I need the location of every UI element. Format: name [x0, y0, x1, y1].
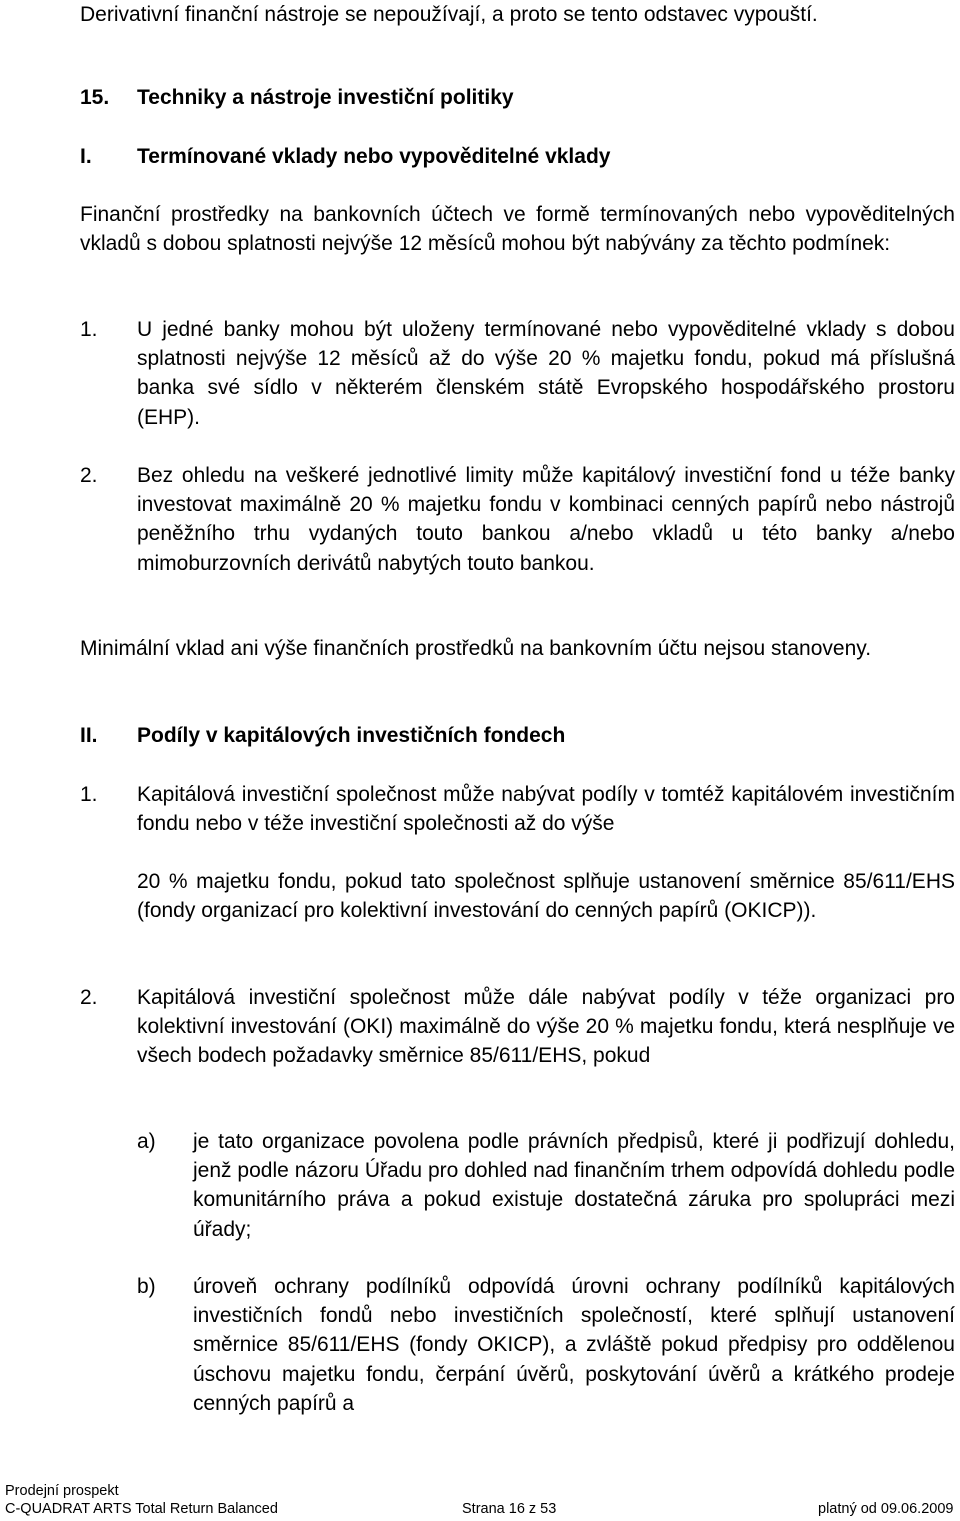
subitem-a-text: je tato organizace povolena podle právních předpisů, které ji podřizují dohledu, jenž podle názoru Úřadu pro dohled nad finančním trhem odpovídá dohledu podle komunitárního práva a pokud existuje dostatečná záruka pro spolupráci mezi úřady;	[193, 1130, 955, 1241]
part1-title: Termínované vklady nebo vypověditelné vklady	[137, 145, 611, 168]
footer-validity: platný od 09.06.2009	[818, 1501, 954, 1517]
part2-item-2-number: 2.	[80, 986, 98, 1009]
footer-divider	[0, 1480, 960, 1481]
part2-item-1-line1: Kapitálová investiční společnost může nabývat podíly v tomtéž kapitálovém investičním fondu nebo v téže investiční společnosti až do výše	[137, 783, 955, 836]
subitem-b-text: úroveň ochrany podílníků odpovídá úrovni ochrany podílníků kapitálových investičních fondů nebo investičních společností, které splňují ustanovení směrnice 85/611/EHS (fondy OKICP), a zvláště pokud předpisy pro oddělenou úschovu majetku fondu, čerpání úvěrů, poskytování úvěrů a krátkého prodeje cenných papírů a	[193, 1275, 955, 1415]
subitem-a-label: a)	[137, 1130, 156, 1153]
part1-item-2-number: 2.	[80, 464, 98, 487]
part1-paragraph: Finanční prostředky na bankovních účtech ve formě termínovaných nebo vypověditelných vkladů s dobou splatnosti nejvýše 12 měsíců mohou být nabývány za těchto podmínek:	[80, 203, 955, 256]
part1-number: I.	[80, 145, 92, 168]
section-number: 15.	[80, 86, 110, 109]
part2-item-1-number: 1.	[80, 783, 98, 806]
part2-item-1-line2: 20 % majetku fondu, pokud tato společnost splňuje ustanovení směrnice 85/611/EHS (fondy organizací pro kolektivní investování do cenných papírů (OKICP)).	[137, 870, 955, 923]
section-title: Techniky a nástroje investiční politiky	[137, 86, 514, 109]
part1-closing: Minimální vklad ani výše finančních prostředků na bankovním účtu nejsou stanoveny.	[80, 637, 872, 660]
part2-item-2-text: Kapitálová investiční společnost může dále nabývat podíly v téže organizaci pro kolektivní investování (OKI) maximálně do výše 20 % majetku fondu, která nesplňuje ve všech bodech požadavky směrnice 85/611/EHS, pokud	[137, 986, 955, 1068]
subitem-b-label: b)	[137, 1275, 156, 1298]
part1-item-1-text: U jedné banky mohou být uloženy termínované nebo vypověditelné vklady s dobou splatnosti nejvýše 12 měsíců až do výše 20 % majetku fondu, pokud má příslušná banka své sídlo v některém členském státě Evropského hospodářského prostoru (EHP).	[137, 318, 955, 429]
footer-fund-name: C-QUADRAT ARTS Total Return Balanced	[5, 1501, 278, 1517]
part2-number: II.	[80, 724, 98, 747]
part2-title: Podíly v kapitálových investičních fondech	[137, 724, 566, 747]
intro-paragraph: Derivativní finanční nástroje se nepoužívají, a proto se tento odstavec vypouští.	[80, 3, 818, 26]
part1-item-1-number: 1.	[80, 318, 98, 341]
footer-doc-type: Prodejní prospekt	[5, 1483, 119, 1499]
footer-page-number: Strana 16 z 53	[462, 1501, 557, 1517]
part1-item-2-text: Bez ohledu na veškeré jednotlivé limity může kapitálový investiční fond u téže banky investovat maximálně 20 % majetku fondu v kombinaci cenných papírů nebo nástrojů peněžního trhu vydaných touto bankou a/nebo vkladů u této banky a/nebo mimoburzovních derivátů nabytých touto bankou.	[137, 464, 955, 575]
